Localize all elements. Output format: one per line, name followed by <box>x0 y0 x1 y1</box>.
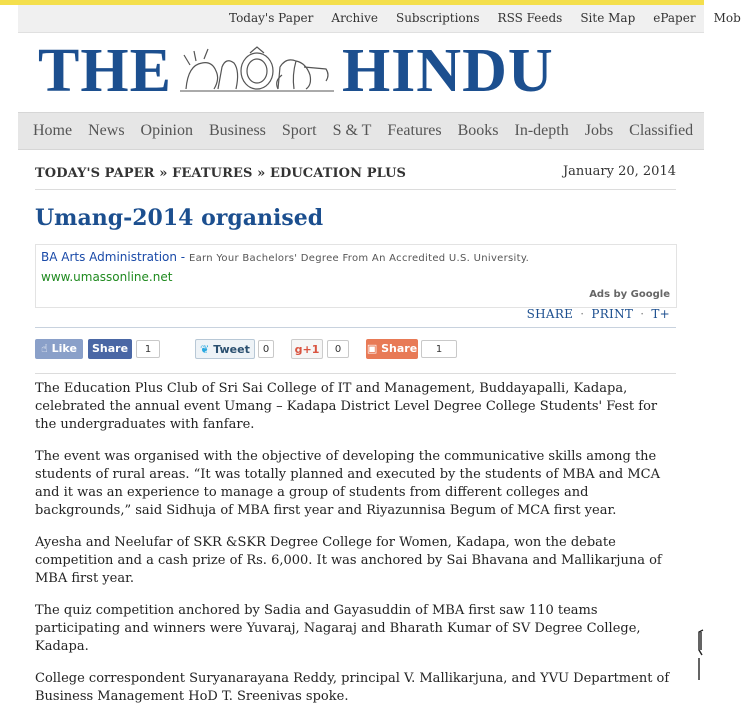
article-headline: Umang-2014 organised <box>35 205 324 231</box>
article-paragraph: The event was organised with the objective of developing the communicative skills among the students of rural areas. “It was totally planned and executed by the students of MBA and MCA and it was an experience to manage a group of students from different colleges and backgrounds,” said Sidhuja of MBA first year and Riyazunnisa Begum of MCA first year. <box>35 449 661 518</box>
tools-separator: · <box>580 307 585 321</box>
nav-item-in-depth[interactable]: In-depth <box>514 122 569 139</box>
nav-item-opinion[interactable]: Opinion <box>140 122 193 139</box>
google-ad[interactable] <box>35 244 677 308</box>
nav-item-business[interactable]: Business <box>209 122 266 139</box>
article-paragraph: College correspondent Suryanarayana Reddy, principal V. Mallikarjuna, and YVU Department of Business Management HoD T. Sreenivas spoke. <box>35 671 670 704</box>
nav-item-news[interactable]: News <box>88 122 125 139</box>
article-body <box>35 380 677 720</box>
share-count: 1 <box>421 340 457 358</box>
print-link[interactable]: PRINT <box>591 307 634 321</box>
like-label: Like <box>51 342 77 355</box>
google-plus-count: 0 <box>327 340 349 358</box>
utility-link-mobile[interactable]: Mob <box>713 11 741 25</box>
share-button[interactable] <box>366 339 418 359</box>
share-label: Share <box>381 342 418 355</box>
utility-links <box>220 5 750 32</box>
ad-title[interactable]: BA Arts Administration <box>41 250 177 264</box>
main-nav <box>18 112 704 150</box>
breadcrumb[interactable]: TODAY'S PAPER » FEATURES » EDUCATION PLUS <box>35 166 407 181</box>
tweet-count: 0 <box>258 340 274 358</box>
google-plus-one-button[interactable]: g+1 <box>291 339 323 359</box>
utility-link-subscriptions[interactable]: Subscriptions <box>395 11 480 25</box>
ads-by-google[interactable]: Ads by Google <box>589 289 670 300</box>
tweet-label: Tweet <box>213 343 250 356</box>
utility-link-archive[interactable]: Archive <box>331 11 378 25</box>
nav-item-sport[interactable]: Sport <box>281 122 317 139</box>
tweet-button[interactable] <box>195 339 255 359</box>
utility-link-site-map[interactable]: Site Map <box>580 11 636 25</box>
utility-bar <box>18 5 741 33</box>
text-size-link[interactable]: T+ <box>651 307 670 321</box>
divider <box>35 373 676 374</box>
share-link[interactable]: SHARE <box>526 307 574 321</box>
utility-link-epaper[interactable]: ePaper <box>653 11 696 25</box>
utility-link-todays-paper[interactable]: Today's Paper <box>229 11 314 25</box>
masthead-the: THE <box>38 37 172 105</box>
plus-icon: ▣ <box>366 342 378 355</box>
tools-separator: · <box>640 307 645 321</box>
thumbs-up-icon: ☝ <box>41 342 48 355</box>
twitter-bird-icon: ❦ <box>200 343 210 356</box>
masthead-logo[interactable] <box>38 37 554 105</box>
nav-item-home[interactable]: Home <box>33 122 73 139</box>
facebook-share-button[interactable]: Share <box>88 339 132 359</box>
article-paragraph: The Education Plus Club of Sri Sai College of IT and Management, Buddayapalli, Kadapa, celebrated the annual event Umang – Kadapa District Level Degree College Students' Fest for the undergraduates with fanfare. <box>35 381 658 432</box>
nav-item-books[interactable]: Books <box>457 122 499 139</box>
article-paragraph: The quiz competition anchored by Sadia and Gayasuddin of MBA first saw 110 teams participating and winners were Yuvaraj, Nagaraj and Bharath Kumar of SV Degree College, Kadapa. <box>35 603 641 654</box>
utility-link-rss-feeds[interactable]: RSS Feeds <box>497 11 563 25</box>
publish-date: January 20, 2014 <box>562 164 676 179</box>
nav-item-features[interactable]: Features <box>387 122 442 139</box>
facebook-like-button[interactable] <box>35 339 83 359</box>
nav-item-s-and-t[interactable]: S & T <box>332 122 372 139</box>
nav-item-classified[interactable]: Classified <box>629 122 694 139</box>
nav-item-jobs[interactable]: Jobs <box>584 122 614 139</box>
divider <box>35 327 676 328</box>
ad-description: Earn Your Bachelors' Degree From An Accredited U.S. University. <box>188 253 530 264</box>
emblem-icon <box>178 45 336 97</box>
ad-title-line[interactable] <box>41 250 529 264</box>
masthead-hindu: HINDU <box>341 37 554 105</box>
facebook-count: 1 <box>136 340 160 358</box>
divider <box>35 189 676 190</box>
ad-url[interactable]: www.umassonline.net <box>41 270 173 284</box>
ad-separator: - <box>176 250 189 264</box>
right-edge-graphic <box>690 150 704 680</box>
article-tools <box>527 307 670 321</box>
article-paragraph: Ayesha and Neelufar of SKR &SKR Degree College for Women, Kadapa, won the debate competition and a cash prize of Rs. 6,000. It was anchored by Sai Bhavana and Mallikarjuna of MBA first year. <box>35 535 662 586</box>
